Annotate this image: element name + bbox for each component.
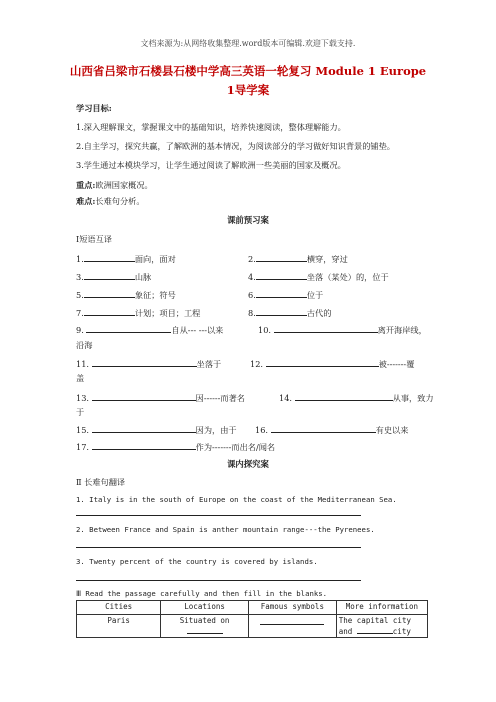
section-2-heading: Ⅱ 长难句翻译 bbox=[76, 477, 126, 487]
key-text: 欧洲国家概况。 bbox=[95, 180, 153, 190]
answer-blank[interactable] bbox=[295, 392, 393, 401]
cell-symbol bbox=[248, 615, 336, 638]
sentence-1: 1. Italy is in the south of Europe on the coast of the Mediterranean Sea. bbox=[76, 495, 397, 504]
answer-blank[interactable] bbox=[86, 324, 171, 333]
phrase-wrap: 于 bbox=[76, 407, 85, 417]
phrase-item: 1. 面向，面对 bbox=[76, 254, 176, 264]
column-header: Cities bbox=[77, 601, 161, 615]
answer-blank[interactable] bbox=[256, 253, 307, 262]
section-1-heading: Ⅰ短语互译 bbox=[76, 234, 112, 244]
answer-blank[interactable] bbox=[92, 358, 197, 367]
answer-blank[interactable] bbox=[187, 625, 223, 634]
section-3-heading: Ⅲ Read the passage carefully and then fill in the blanks. bbox=[76, 589, 328, 598]
document-title: 山西省吕梁市石楼县石楼中学高三英语一轮复习 Module 1 Europe bbox=[69, 64, 427, 78]
phrase-item: 14. 从事，致力 bbox=[279, 393, 434, 403]
phrase-item: 15. 因为，由于 bbox=[76, 425, 237, 435]
phrase-item: 4. 坐落（某处）的，位于 bbox=[248, 272, 389, 282]
answer-blank[interactable] bbox=[92, 392, 196, 401]
phrase-item: 3. 山脉 bbox=[76, 272, 152, 282]
column-header: Famous symbols bbox=[248, 601, 336, 615]
document-header: 文档来源为:从网络收集整理.word版本可编辑.欢迎下载支持. bbox=[140, 39, 356, 48]
phrase-item: 13. 因------而著名 bbox=[76, 393, 245, 403]
phrase-item: 10. 离开海岸线， bbox=[258, 325, 427, 335]
cell-info: The capital city and city bbox=[336, 615, 427, 638]
phrase-item: 17. 作为-------而出名/闻名 bbox=[76, 442, 276, 452]
answer-blank[interactable] bbox=[357, 625, 393, 634]
phrase-item: 7. 计划；项目；工程 bbox=[76, 308, 201, 318]
goal-item: 3.学生通过本模块学习，让学生通过阅读了解欧洲一些美丽的国家及概况。 bbox=[76, 160, 346, 170]
answer-blank[interactable] bbox=[266, 358, 379, 367]
cell-city: Paris bbox=[77, 615, 161, 638]
table-row bbox=[77, 615, 428, 638]
answer-line[interactable] bbox=[76, 515, 361, 516]
answer-blank[interactable] bbox=[92, 424, 196, 433]
difficult-label: 难点: bbox=[76, 196, 96, 206]
answer-blank[interactable] bbox=[256, 307, 307, 316]
document-title-line2: 1导学案 bbox=[226, 83, 270, 97]
answer-blank[interactable] bbox=[84, 289, 135, 298]
phrase-item: 9. 自从--- ---以来 bbox=[76, 325, 224, 335]
answer-blank[interactable] bbox=[260, 616, 324, 625]
phrase-item: 6. 位于 bbox=[248, 290, 324, 300]
preview-heading: 课前预习案 bbox=[227, 215, 269, 225]
answer-blank[interactable] bbox=[256, 271, 307, 280]
phrase-item: 16. 有史以来 bbox=[255, 425, 409, 435]
phrase-item: 11. 坐落于 bbox=[76, 359, 222, 369]
phrase-wrap: 盖 bbox=[76, 373, 85, 383]
answer-blank[interactable] bbox=[271, 424, 376, 433]
sentence-3: 3. Twenty percent of the country is covered by islands. bbox=[76, 557, 318, 566]
column-header: More information bbox=[336, 601, 427, 615]
inclass-heading: 课内探究案 bbox=[227, 459, 269, 469]
answer-blank[interactable] bbox=[274, 324, 378, 333]
answer-blank[interactable] bbox=[84, 253, 135, 262]
difficult-point bbox=[76, 196, 145, 207]
answer-blank[interactable] bbox=[84, 271, 135, 280]
goal-item: 2.自主学习，探究共赢，了解欧洲的基本情况，为阅读部分的学习做好知识背景的铺垫。 bbox=[76, 141, 395, 151]
key-point bbox=[76, 180, 153, 191]
sentence-2: 2. Between France and Spain is anther mountain range---the Pyrenees. bbox=[76, 525, 375, 534]
cell-location: Situated on bbox=[161, 615, 249, 638]
info-table bbox=[76, 600, 428, 638]
goals-heading: 学习目标: bbox=[76, 103, 112, 113]
table-header-row bbox=[77, 601, 428, 615]
phrase-item: 2. 横穿，穿过 bbox=[248, 254, 348, 264]
answer-blank[interactable] bbox=[92, 441, 196, 450]
phrase-item: 5. 象征；符号 bbox=[76, 290, 176, 300]
answer-blank[interactable] bbox=[256, 289, 307, 298]
answer-line[interactable] bbox=[76, 547, 361, 548]
answer-blank[interactable] bbox=[84, 307, 135, 316]
answer-line[interactable] bbox=[76, 580, 361, 581]
phrase-wrap: 沿海 bbox=[76, 340, 93, 350]
difficult-text: 长难句分析。 bbox=[95, 196, 145, 206]
phrase-item: 8. 古代的 bbox=[248, 308, 332, 318]
column-header: Locations bbox=[161, 601, 249, 615]
goal-item: 1.深入理解课文，掌握课文中的基础知识，培养快速阅读，整体理解能力。 bbox=[76, 122, 346, 132]
phrase-item: 12. 被-------覆 bbox=[250, 359, 415, 369]
key-label: 重点: bbox=[76, 180, 96, 190]
